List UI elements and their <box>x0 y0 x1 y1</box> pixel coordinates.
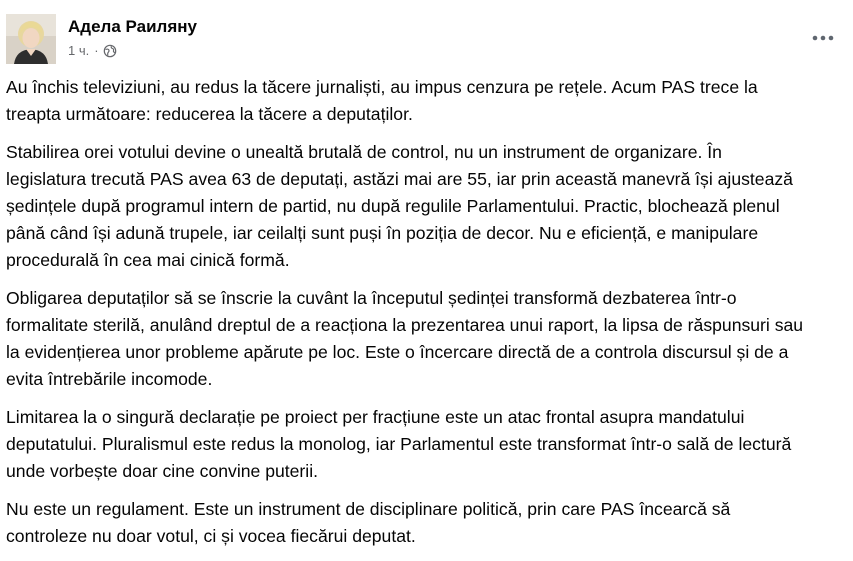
text-line: Stabilirea orei votului devine o unealtă brutală de control, nu un instrument de organizare. În <box>6 142 722 162</box>
text-line: Nu este un regulament. Este un instrument de disciplinare politică, prin care PAS încearcă să <box>6 499 731 519</box>
post-paragraph-4 <box>6 404 851 485</box>
author-name[interactable]: Адела Раиляну <box>68 17 197 36</box>
meta-separator: · <box>94 43 99 58</box>
post-paragraph-1 <box>6 74 851 128</box>
post-body <box>6 74 851 561</box>
text-line: până când își adună trupele, iar ceilalți sunt puși în poziția de decor. Nu e eficiență, e manipulare <box>6 223 759 243</box>
text-line: Obligarea deputaților să se înscrie la cuvânt la începutul ședinței transformă dezbaterea într-o <box>6 288 737 308</box>
post-time[interactable]: 1 ч. <box>68 43 90 58</box>
text-line: evita întrebările incomode. <box>6 369 213 389</box>
more-horizontal-icon <box>812 35 834 41</box>
text-line: procedurală în cea mai cinică formă. <box>6 250 290 270</box>
text-line: controleze nu doar votul, ci și vocea fiecărui deputat. <box>6 526 416 546</box>
post-meta <box>68 43 117 58</box>
text-line: legislatura trecută PAS avea 63 de deputați, astăzi mai are 55, iar prin această manevră își ajustează <box>6 169 793 189</box>
text-line: la evidențierea unor probleme apărute pe loc. Este o încercare directă de a controla discursul și de a <box>6 342 789 362</box>
post-paragraph-5 <box>6 496 851 550</box>
post-paragraph-2 <box>6 139 851 274</box>
text-line: Limitarea la o singură declarație pe proiect per fracțiune este un atac frontal asupra mandatului <box>6 407 745 427</box>
avatar-image <box>6 14 56 64</box>
text-line: treapta următoare: reducerea la tăcere a deputaților. <box>6 104 413 124</box>
post-paragraph-3 <box>6 285 851 393</box>
avatar[interactable] <box>6 14 56 64</box>
text-line: unde vorbește doar cine convine puterii. <box>6 461 318 481</box>
globe-icon <box>103 44 117 58</box>
more-options-button[interactable] <box>807 24 839 52</box>
text-line: formalitate sterilă, anulând dreptul de a reacționa la prezentarea unui raport, la lipsa de răspunsuri sau <box>6 315 804 335</box>
text-line: Au închis televiziuni, au redus la tăcere jurnaliști, au impus cenzura pe rețele. Acum PAS trece la <box>6 77 758 97</box>
text-line: deputatului. Pluralismul este redus la monolog, iar Parlamentul este transformat într-o sală de lectură <box>6 434 792 454</box>
text-line: ședințele după programul intern de partid, nu după regulile Parlamentului. Practic, blochează plenul <box>6 196 780 216</box>
post-header <box>6 12 841 64</box>
